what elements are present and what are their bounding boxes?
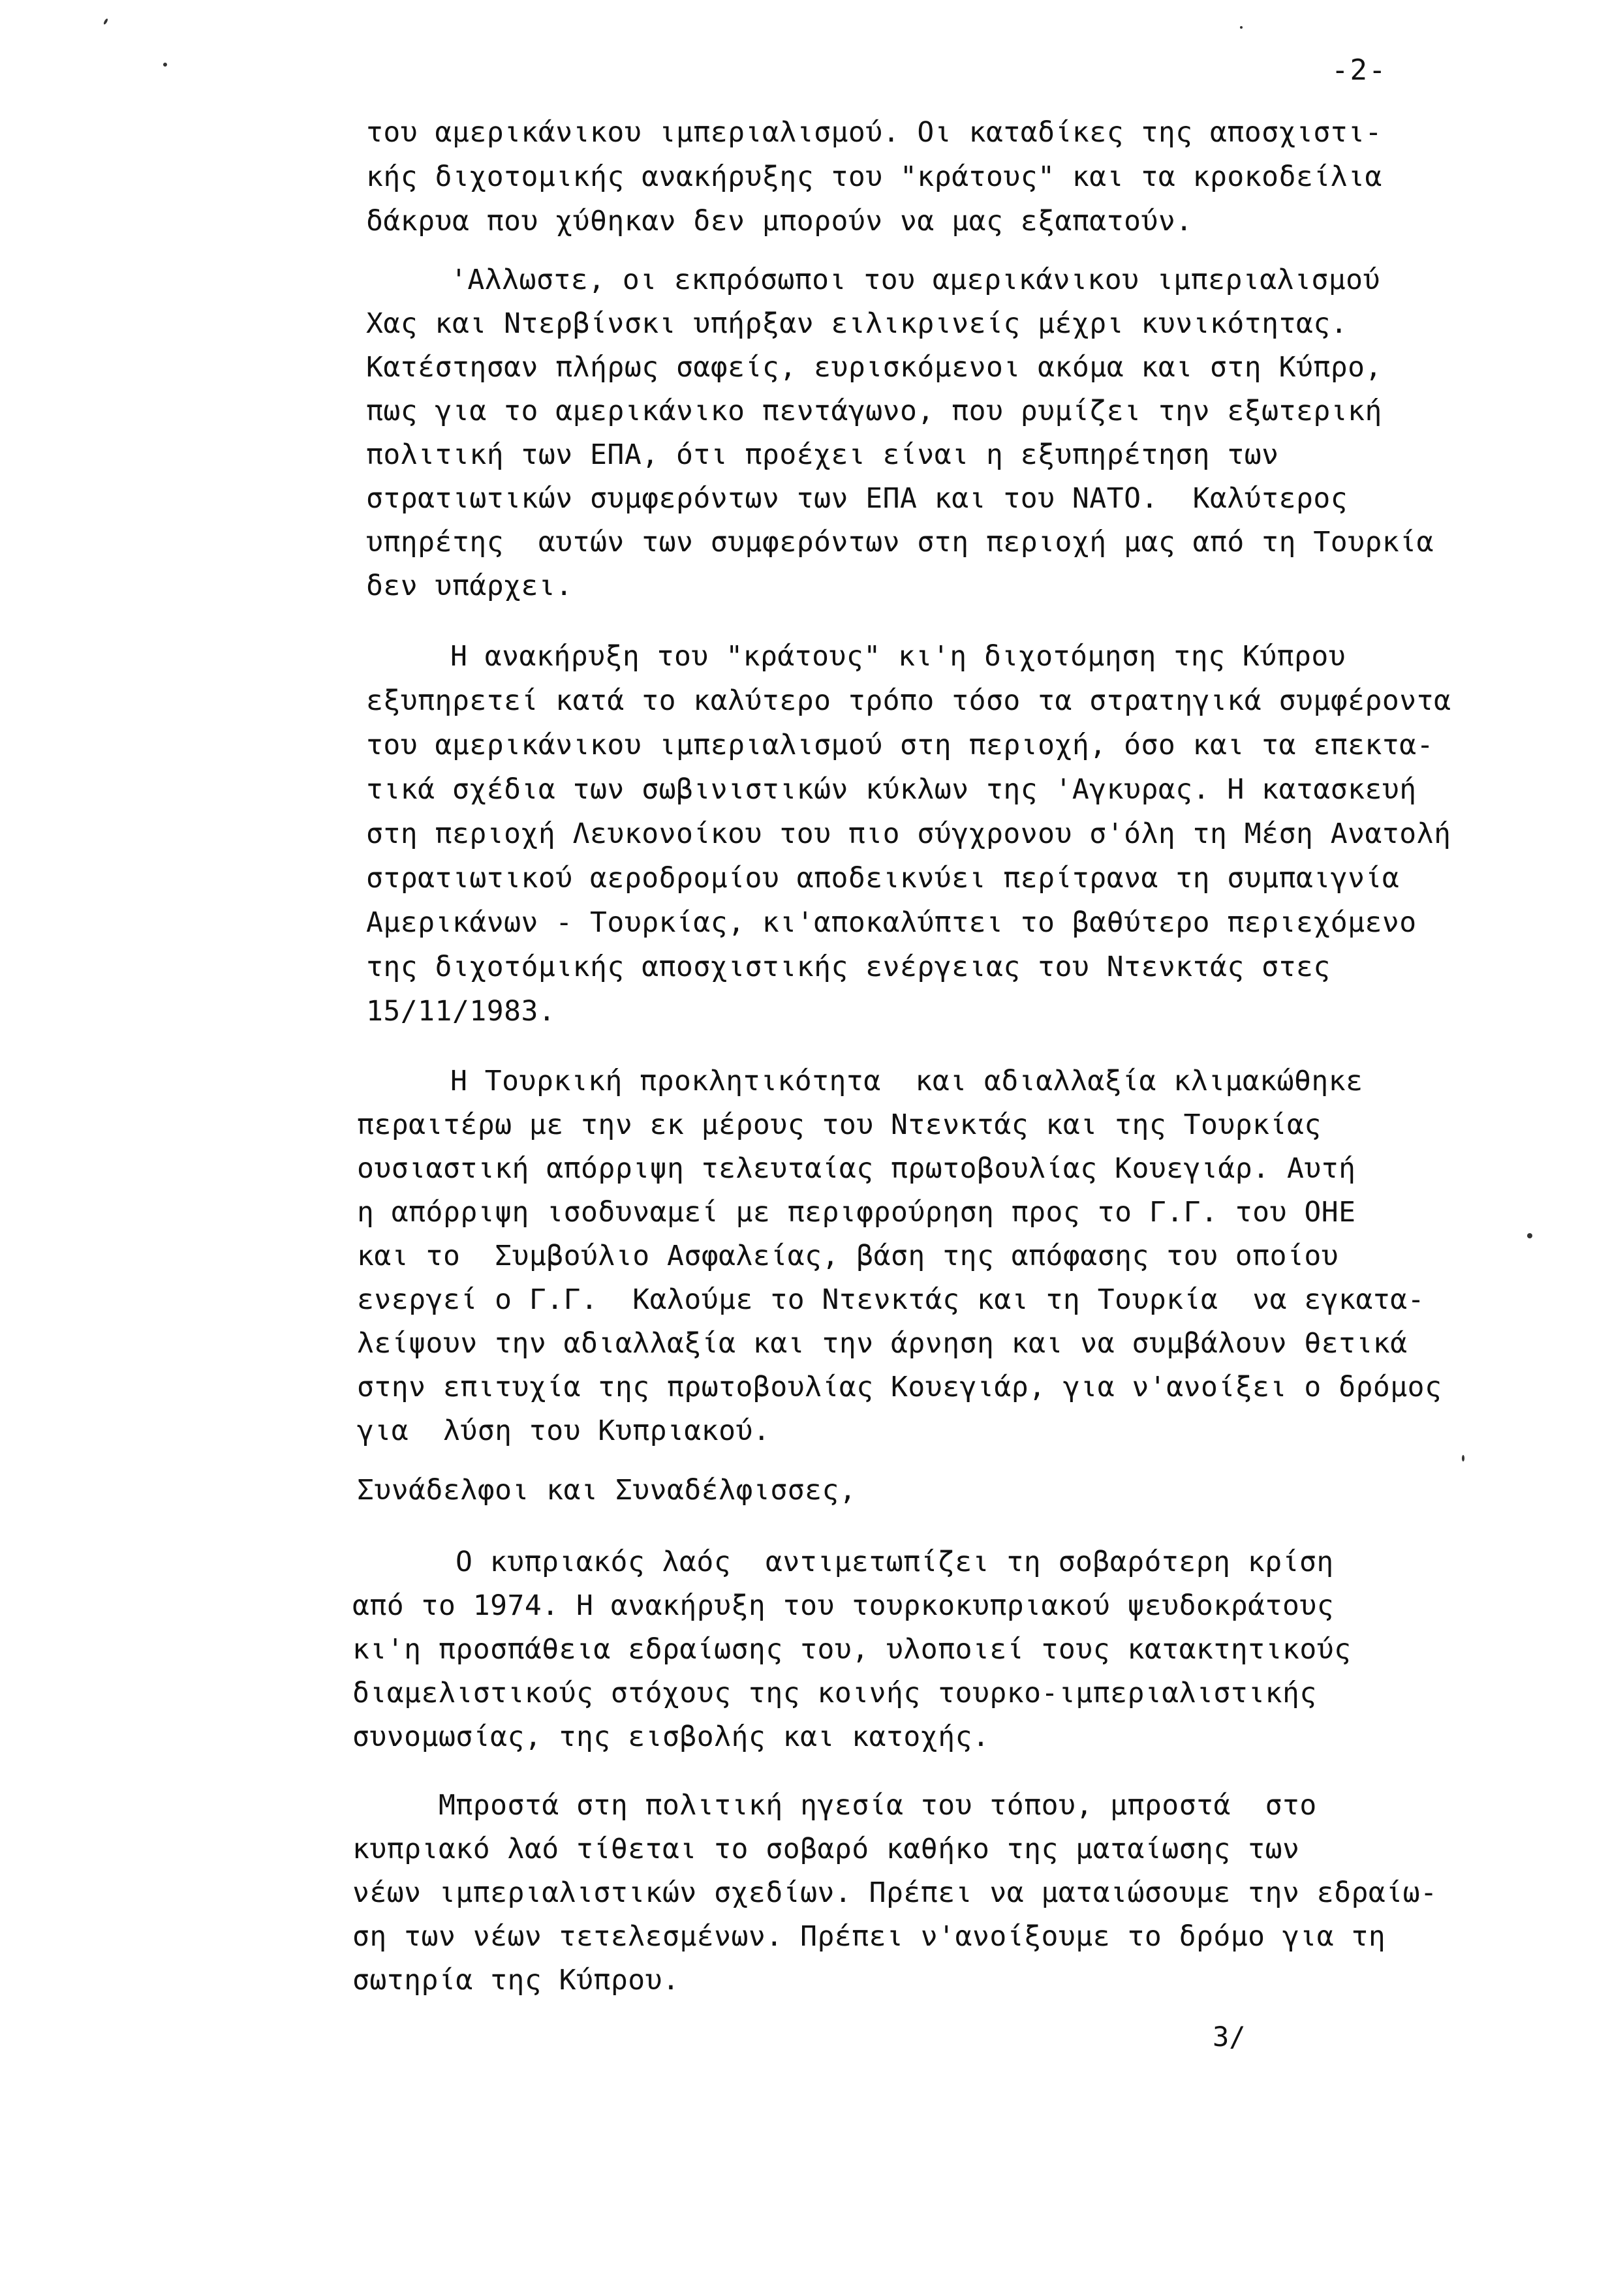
text-line: συνομωσίας, της εισβολής και κατοχής.	[352, 1721, 990, 1753]
scan-speck	[1240, 26, 1243, 29]
footer-continuation: 3/	[1213, 2021, 1246, 2053]
text-line: πως για το αμερικάνικο πεντάγωνο, που ρυμίζει την εξωτερική	[366, 395, 1382, 427]
text-line: Μπροστά στη πολιτική ηγεσία του τόπου, μπροστά στο	[439, 1789, 1317, 1822]
text-line: στρατιωτικών συμφερόντων των ΕΠΑ και του ΝΑΤΟ. Καλύτερος	[366, 482, 1348, 515]
text-line: πολιτική των ΕΠΑ, ότι προέχει είναι η εξυπηρέτηση των	[366, 438, 1279, 471]
text-line: του αμερικάνικου ιμπεριαλισμού στη περιοχή, όσο και τα επεκτα-	[366, 729, 1434, 761]
text-line: Χας και Ντερβίνσκι υπήρξαν ειλικρινείς μέχρι κυνικότητας.	[366, 307, 1348, 340]
text-line: της διχοτόμικής αποσχιστικής ενέργειας του Ντενκτάς στες	[366, 951, 1331, 983]
text-line: Η Τουρκική προκλητικότητα και αδιαλλαξία κλιμακώθηκε	[450, 1065, 1363, 1097]
text-line: τικά σχέδια των σωβινιστικών κύκλων της 'Αγκυρας. Η κατασκευή	[366, 773, 1417, 806]
scan-speck	[103, 18, 108, 25]
text-line: Η ανακήρυξη του "κράτους" κι'η διχοτόμηση της Κύπρου	[450, 640, 1346, 673]
scan-speck	[1462, 1455, 1464, 1462]
text-line: ουσιαστική απόρριψη τελευταίας πρωτοβουλίας Κουεγιάρ. Αυτή	[357, 1152, 1356, 1185]
text-line: δάκρυα που χύθηκαν δεν μπορούν να μας εξαπατούν.	[366, 205, 1193, 237]
text-line: ενεργεί ο Γ.Γ. Καλούμε το Ντενκτάς και τη Τουρκία να εγκατα-	[357, 1283, 1425, 1316]
text-line: 15/11/1983.	[366, 995, 556, 1028]
text-line: στρατιωτικού αεροδρομίου αποδεικνύει περίτρανα τη συμπαιγνία	[366, 862, 1400, 895]
text-line: η απόρριψη ισοδυναμεί με περιφρούρηση προς το Γ.Γ. του ΟΗΕ	[357, 1196, 1356, 1229]
text-line: διαμελιστικούς στόχους της κοινής τουρκο-ιμπεριαλιστικής	[352, 1677, 1317, 1709]
text-line: περαιτέρω με την εκ μέρους του Ντενκτάς και της Τουρκίας	[357, 1109, 1322, 1141]
text-line: 'Αλλωστε, οι εκπρόσωποι του αμερικάνικου ιμπεριαλισμού	[450, 264, 1380, 296]
text-line: ση των νέων τετελεσμένων. Πρέπει ν'ανοίξουμε το δρόμο για τη	[352, 1920, 1386, 1953]
text-line: δεν υπάρχει.	[366, 570, 573, 602]
text-line: κυπριακό λαό τίθεται το σοβαρό καθήκο της ματαίωσης των	[352, 1833, 1300, 1865]
text-line: για λύση του Κυπριακού.	[357, 1415, 771, 1447]
scan-speck	[1527, 1233, 1532, 1238]
text-line: Κατέστησαν πλήρως σαφείς, ευρισκόμενοι ακόμα και στη Κύπρο,	[366, 351, 1382, 384]
text-line: νέων ιμπεριαλιστικών σχεδίων. Πρέπει να ματαιώσουμε την εδραίω-	[352, 1876, 1438, 1909]
text-line: στην επιτυχία της πρωτοβουλίας Κουεγιάρ, για ν'ανοίξει ο δρόμος	[357, 1371, 1442, 1403]
text-line: από το 1974. Η ανακήρυξη του τουρκοκυπριακού ψευδοκράτους	[352, 1589, 1335, 1622]
text-line: κής διχοτομικής ανακήρυξης του "κράτους" και τα κροκοδείλια	[366, 161, 1382, 193]
text-line: υπηρέτης αυτών των συμφερόντων στη περιοχή μας από τη Τουρκία	[366, 526, 1434, 559]
text-line: σωτηρία της Κύπρου.	[352, 1964, 680, 1997]
text-line: Ο κυπριακός λαός αντιμετωπίζει τη σοβαρότερη κρίση	[456, 1546, 1334, 1578]
text-line: Συνάδελφοι και Συναδέλφισσες,	[357, 1474, 857, 1507]
text-line: εξυπηρετεί κατά το καλύτερο τρόπο τόσο τα στρατηγικά συμφέροντα	[366, 684, 1451, 717]
text-line: λείψουν την αδιαλλαξία και την άρνηση και να συμβάλουν θετικά	[357, 1327, 1408, 1360]
text-line: κι'η προσπάθεια εδραίωσης του, υλοποιεί τους κατακτητικούς	[352, 1633, 1352, 1666]
text-line: στη περιοχή Λευκονοίκου του πιο σύγχρονου σ'όλη τη Μέση Ανατολή	[366, 818, 1451, 850]
text-line: και το Συμβούλιο Ασφαλείας, βάση της απόφασης του οποίου	[357, 1240, 1339, 1272]
text-line: του αμερικάνικου ιμπεριαλισμού. Οι καταδίκες της αποσχιστι-	[366, 116, 1382, 149]
scan-speck	[163, 63, 167, 67]
page-number: -2-	[1331, 54, 1387, 87]
text-line: Αμερικάνων - Τουρκίας, κι'αποκαλύπτει το βαθύτερο περιεχόμενο	[366, 906, 1417, 939]
